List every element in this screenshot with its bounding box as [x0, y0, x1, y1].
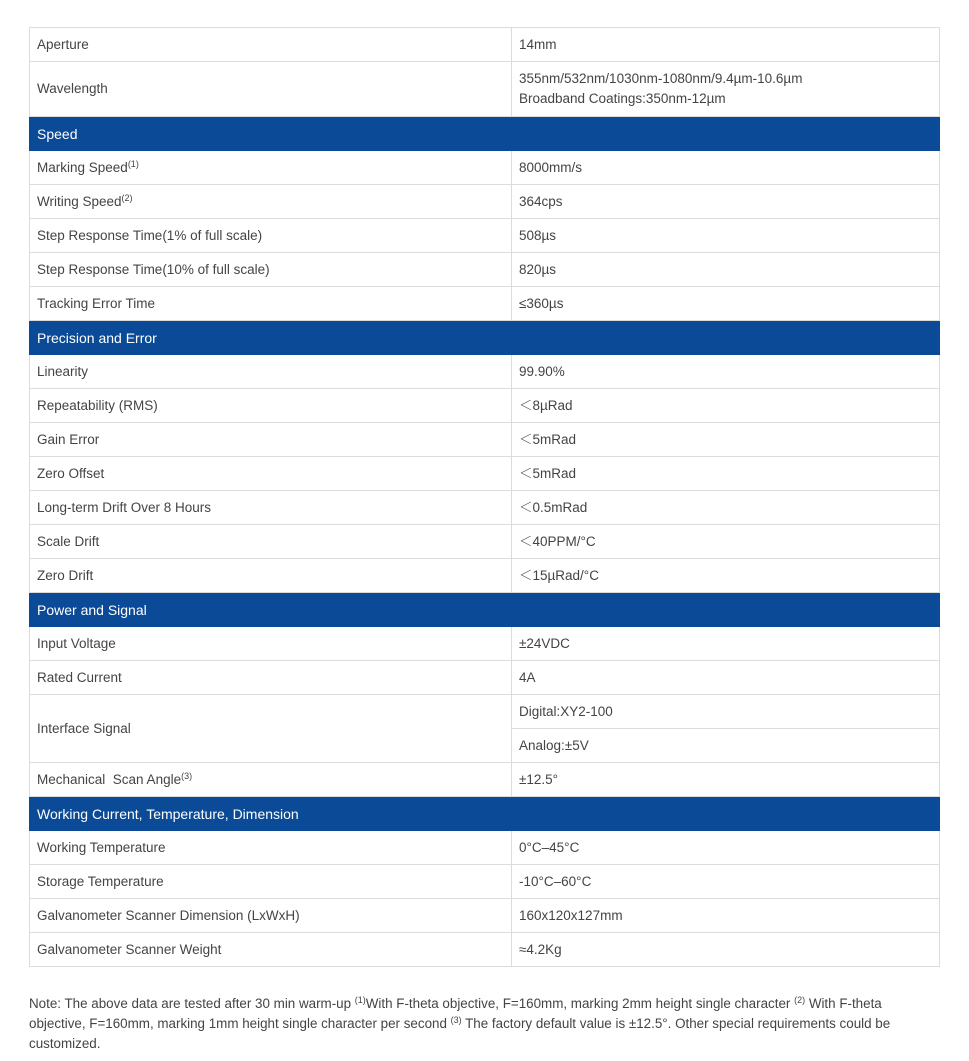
spec-value: ＜0.5mRad	[512, 491, 940, 525]
spec-value: 508µs	[512, 219, 940, 253]
section-title: Precision and Error	[30, 321, 940, 355]
table-row	[30, 661, 940, 695]
spec-label: Galvanometer Scanner Dimension (LxWxH)	[30, 899, 512, 933]
section-title: Working Current, Temperature, Dimension	[30, 797, 940, 831]
table-row	[30, 559, 940, 593]
footnote-note	[29, 994, 941, 1054]
section-title: Power and Signal	[30, 593, 940, 627]
spec-label-text: Marking Speed	[37, 159, 128, 175]
spec-value: 820µs	[512, 253, 940, 287]
spec-label: Galvanometer Scanner Weight	[30, 933, 512, 967]
spec-label: Step Response Time(1% of full scale)	[30, 219, 512, 253]
spec-label: Zero Drift	[30, 559, 512, 593]
footnote-ref: (2)	[121, 192, 133, 203]
spec-label: Gain Error	[30, 423, 512, 457]
spec-table	[29, 27, 940, 967]
table-row	[30, 355, 940, 389]
spec-label: Linearity	[30, 355, 512, 389]
table-row	[30, 62, 940, 117]
table-row	[30, 525, 940, 559]
spec-label: Working Temperature	[30, 831, 512, 865]
spec-value: 99.90%	[512, 355, 940, 389]
table-row	[30, 151, 940, 185]
spec-value: ≈4.2Kg	[512, 933, 940, 967]
spec-value: -10°C–60°C	[512, 865, 940, 899]
spec-value: Analog:±5V	[512, 729, 940, 763]
table-row	[30, 763, 940, 797]
section-header-speed	[30, 117, 940, 151]
footnote-ref: (3)	[181, 770, 193, 781]
note-text: With F-theta objective, F=160mm, marking 1mm height single character per second	[29, 996, 882, 1031]
spec-value: 364cps	[512, 185, 940, 219]
spec-value-line: Broadband Coatings:350nm-12µm	[519, 91, 726, 106]
spec-value: 4A	[512, 661, 940, 695]
section-header-power	[30, 593, 940, 627]
table-row	[30, 865, 940, 899]
table-row	[30, 899, 940, 933]
footnote-ref: (3)	[450, 1015, 462, 1025]
note-text: With F-theta objective, F=160mm, marking 2mm height single character	[365, 996, 795, 1011]
spec-label: Rated Current	[30, 661, 512, 695]
spec-value: ＜5mRad	[512, 423, 940, 457]
table-row	[30, 831, 940, 865]
note-text: Note: The above data are tested after 30 min warm-up	[29, 996, 355, 1011]
spec-label-text: Mechanical Scan Angle	[37, 771, 182, 787]
spec-label: Scale Drift	[30, 525, 512, 559]
table-row	[30, 185, 940, 219]
spec-value: 8000mm/s	[512, 151, 940, 185]
spec-value: ＜40PPM/°C	[512, 525, 940, 559]
spec-value: ±12.5°	[512, 763, 940, 797]
spec-value: ±24VDC	[512, 627, 940, 661]
spec-value: ＜8µRad	[512, 389, 940, 423]
spec-label	[30, 763, 512, 797]
spec-label-text: Writing Speed	[37, 193, 122, 209]
table-row	[30, 627, 940, 661]
spec-value: ＜5mRad	[512, 457, 940, 491]
table-row	[30, 423, 940, 457]
table-row	[30, 28, 940, 62]
footnote-ref: (2)	[794, 995, 806, 1005]
table-row	[30, 287, 940, 321]
table-row	[30, 491, 940, 525]
spec-label	[30, 185, 512, 219]
spec-label: Step Response Time(10% of full scale)	[30, 253, 512, 287]
spec-value: 160x120x127mm	[512, 899, 940, 933]
spec-value-line: 355nm/532nm/1030nm-1080nm/9.4µm-10.6µm	[519, 71, 803, 86]
spec-label: Tracking Error Time	[30, 287, 512, 321]
table-row	[30, 389, 940, 423]
spec-value	[512, 62, 940, 117]
spec-label: Interface Signal	[30, 695, 512, 763]
spec-label: Repeatability (RMS)	[30, 389, 512, 423]
table-row	[30, 219, 940, 253]
section-header-precision	[30, 321, 940, 355]
footnote-ref: (1)	[354, 995, 366, 1005]
spec-label: Wavelength	[30, 62, 512, 117]
spec-label: Aperture	[30, 28, 512, 62]
note-text: The factory default value is ±12.5°. Other special requirements could be customized.	[29, 1016, 891, 1051]
footnote-ref: (1)	[127, 158, 139, 169]
spec-value: 14mm	[512, 28, 940, 62]
spec-label	[30, 151, 512, 185]
spec-value: ≤360µs	[512, 287, 940, 321]
spec-label: Storage Temperature	[30, 865, 512, 899]
table-row	[30, 457, 940, 491]
table-row	[30, 695, 940, 729]
section-header-working	[30, 797, 940, 831]
spec-label: Long-term Drift Over 8 Hours	[30, 491, 512, 525]
table-row	[30, 933, 940, 967]
table-row	[30, 253, 940, 287]
spec-label: Zero Offset	[30, 457, 512, 491]
spec-value: ＜15µRad/°C	[512, 559, 940, 593]
spec-label: Input Voltage	[30, 627, 512, 661]
section-title: Speed	[30, 117, 940, 151]
spec-value: Digital:XY2-100	[512, 695, 940, 729]
spec-value: 0°C–45°C	[512, 831, 940, 865]
